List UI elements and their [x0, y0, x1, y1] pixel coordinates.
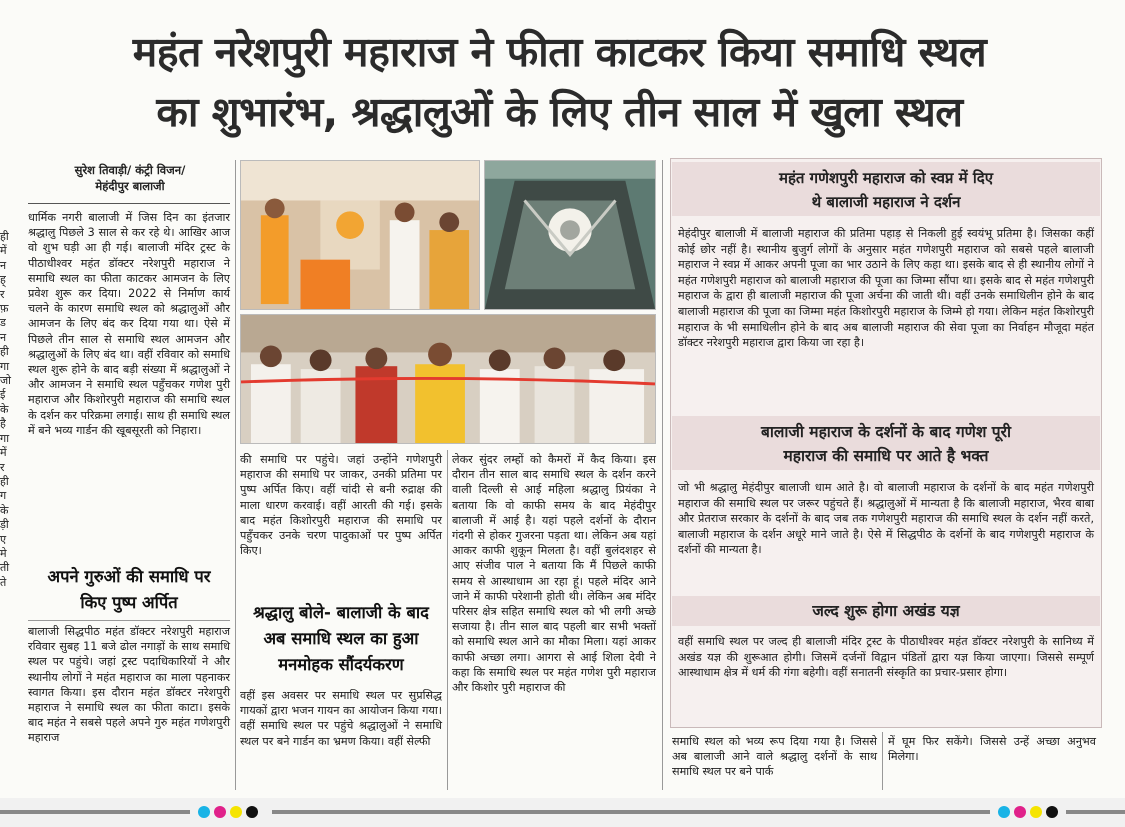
edge-strip-fragment: ही — [0, 474, 9, 488]
info-box-paragraph-1 — [678, 226, 1094, 351]
black-dot-icon — [1046, 806, 1058, 818]
edge-strip-fragment: ही — [0, 345, 9, 359]
col4-bottom-text: समाधि स्थल को भव्य रूप दिया गया है। जिससे अब बालाजी आने वाले श्रद्धालु दर्शनों के साथ समाधि स्थल पर बने पार्क — [672, 735, 877, 779]
edge-strip-fragment: ई — [0, 388, 6, 402]
cyan-dot-icon — [198, 806, 210, 818]
column-3-paragraph-1 — [452, 452, 656, 695]
edge-strip-neighbour-column — [0, 230, 22, 780]
column-5-bottom — [888, 734, 1096, 764]
column-divider-3 — [662, 160, 663, 790]
column-2-subhead — [240, 600, 442, 678]
byline-line-2: मेहंदीपुर बालाजी — [95, 179, 165, 193]
edge-strip-fragment: फ़ — [0, 302, 9, 316]
info-box-para2-text: जो भी श्रद्धालु मेहंदीपुर बालाजी धाम आते है। वो बालाजी महाराज के दर्शनों के बाद महंत गणेशपुरी महाराज की समाधि स्थल पर जरूर पहुंचते हैं। श्रद्धालुओं में मान्यता है कि बालाजी महाराज, भैरव बाबा और प्रेतराज सरकार के दर्शनों के बाद जब तक गणेशपुरी महाराज की समाधि स्थल के दर्शन नहीं करते, बालाजी महाराज के दर्शन अधूरे माने जाते है। ऐसे में सिद्धपीठ के दर्शनों के बाद गणेशपुरी महाराज के दर्शनों की मान्यता है। — [678, 481, 1094, 557]
edge-strip-fragment: है — [0, 417, 6, 431]
col2-para1-text: की समाधि पर पहुंचे। जहां उन्होंने गणेशपुरी महाराज की समाधि पर जाकर, उनकी प्रतिमा पर पुष्प अर्पित किए। वहीं चांदी से बनी रुद्राक्ष की माला धारण करवाई। वहीं आरती की गई। इसके बाद महंत किशोरपुरी महाराज की समाधि पर पहुँचकर उनके चरण पादुकाओं पर पुष्प अर्पित किए। — [240, 453, 442, 558]
col1-para1-text: धार्मिक नगरी बालाजी में जिस दिन का इंतजार श्रद्धालु पिछले 3 साल से कर रहे थे। आखिर आज वो शुभ घड़ी आ ही गई। बालाजी मंदिर ट्रस्ट के पीठाधीश्वर महंत डॉक्टर नरेशपुरी महाराज ने समाधि स्थल का फीता काटकर आमजन के लिए प्रवेश शुरू कर दिया। 2022 से निर्माण कार्य चलने के कारण समाधि स्थल को श्रद्धालुओं और आमजन के लिए बंद कर दिया गया था। ऐसे में पिछले तीन साल से समाधि स्थल आमजन और श्रद्धालुओं के लिए बंद था। वहीं रविवार को समाधि स्थल शुरू होने के बाद बड़ी संख्या में श्रद्धालुओं ने और आमजन ने समाधि स्थल पहुँचकर गणेश पुरी महाराज और किशोरपुरी महाराज की समाधि स्थल के दर्शन कर परिक्रमा लगाई। साथ ही समाधि स्थल में बने भव्य गार्डन की खूबसूरती को निहारा। — [28, 211, 230, 437]
edge-strip-fragment: में — [0, 244, 7, 258]
info-box-heading-1-line-1: महंत गणेशपुरी महाराज को स्वप्न में दिए — [778, 169, 994, 187]
byline-rule — [28, 203, 230, 204]
col1-subhead-line-1: अपने गुरुओं की समाधि पर — [47, 567, 211, 586]
black-dot-icon — [246, 806, 258, 818]
col2-para2-text: वहीं इस अवसर पर समाधि स्थल पर सुप्रसिद्ध गायकों द्वारा भजन गायन का आयोजन किया गया। वहीं समाधि स्थल पर पहुंचे श्रद्धालुओं ने समाधि स्थल पर बने गार्डन का भ्रमण किया। वहीं सेल्फी — [240, 689, 442, 748]
info-box-paragraph-3 — [678, 634, 1094, 681]
edge-strip-fragment: ते — [0, 575, 7, 589]
ribbon-cutting-photo-icon — [240, 314, 656, 444]
edge-strip-fragment: ह् — [0, 273, 6, 287]
col2-subhead-line-2: अब समाधि स्थल का हुआ — [263, 629, 419, 648]
col2-subhead-line-3: मनमोहक सौंदर्यकरण — [278, 655, 404, 674]
column-divider-4 — [882, 732, 883, 790]
column-2-paragraph-1 — [240, 452, 442, 558]
edge-strip-fragment: के — [0, 402, 9, 416]
info-box-heading-2 — [672, 416, 1100, 470]
cyan-dot-icon — [998, 806, 1010, 818]
col2-subhead-line-1: श्रद्धालु बोले- बालाजी के बाद — [253, 603, 429, 622]
print-margin-line-right — [1066, 810, 1125, 814]
info-box-heading-2-line-2: महाराज की समाधि पर आते है भक्त — [783, 447, 989, 465]
edge-strip-fragment: न — [0, 258, 7, 272]
magenta-dot-icon — [214, 806, 226, 818]
registration-dots-right — [998, 806, 1058, 818]
edge-strip-fragment: जो — [0, 374, 12, 388]
col1-para2-text: बालाजी सिद्धपीठ महंत डॉक्टर नरेशपुरी महाराज रविवार सुबह 11 बजे ढोल नगाड़ों के साथ समाधि स्थल पर पहुंचे। जहां ट्रस्ट पदाधिकारियों ने और स्थानीय लोगों ने महंत महाराज का माला पहनाकर स्वागत किया। इस दौरान महंत डॉक्टर नरेशपुरी महाराज ने समाधि स्थल का फीता काटा। इसके बाद महंत ने सबसे पहले अपने गुरु महंत गणेशपुरी महाराज — [28, 625, 230, 745]
info-box-heading-3 — [672, 596, 1100, 626]
yellow-dot-icon — [1030, 806, 1042, 818]
col1-rule — [28, 620, 230, 621]
print-margin-line-middle — [272, 810, 990, 814]
info-box-para3-text: वहीं समाधि स्थल पर जल्द ही बालाजी मंदिर ट्रस्ट के पीठाधीश्वर महंत डॉक्टर नरेशपुरी के सानिध्य में अखंड यज्ञ की शुरूआत होगी। जिसमें दर्जनों विद्वान पंडितों द्वारा यज्ञ किया जाएगा। जिससे सम्पूर्ण आस्थाधाम क्षेत्र में धर्म की गंगा बहेगी। वहीं सनातनी संस्कृति का प्रचार-प्रसार होगा। — [678, 635, 1094, 680]
column-divider-1 — [235, 160, 236, 790]
byline — [30, 162, 230, 194]
edge-strip-fragment: ए — [0, 532, 7, 546]
print-margin-line-left — [0, 810, 190, 814]
info-box-para1-text: मेहंदीपुर बालाजी में बालाजी महाराज की प्रतिमा पहाड़ से निकली हुई स्वयंभू प्रतिमा है। जिसका कहीं कोई छोर नहीं है। स्थानीय बुजुर्ग लोगों के अनुसार महंत गणेशपुरी महाराज को सबसे पहले बालाजी महाराज ने स्वप्न में आकर अपनी पूजा का भार उठाने के लिए कहा था। इसके बाद से ही स्थानीय लोगों ने महंत गणेशपुरी महाराज को बालाजी महाराज की पूजा का जिम्मा सौंपा था। इसके बाद से महंत गणेशपुरी महाराज के द्वारा ही बालाजी महाराज की पूजा अर्चना की जाती थी। वहीं उनके समाधिलीन होने के बाद बालाजी महाराज की पूजा का जिम्मा महंत किशोरपुरी महाराज के जिम्मे हो गया। लेकिन महंत किशोरपुरी महाराज के भी समाधिलीन होने के बाद अब बालाजी महाराज की सेवा पूजा का निर्वाहन मौजूदा महंत डॉक्टर नरेशपुरी महाराज द्वारा किया जा रहा है। — [678, 227, 1094, 350]
info-box-heading-1 — [672, 162, 1100, 216]
edge-strip-fragment: र — [0, 460, 5, 474]
edge-strip-fragment: र — [0, 287, 5, 301]
column-1-paragraph-1 — [28, 210, 230, 438]
column-divider-2 — [447, 450, 448, 790]
dome-photo-icon — [484, 160, 656, 310]
headline — [22, 22, 1097, 142]
edge-strip-fragment: ग — [0, 489, 7, 503]
col5-bottom-text: में घूम फिर सकेंगे। जिससे उन्हें अच्छा अनुभव मिलेगा। — [888, 735, 1096, 764]
column-4-bottom — [672, 734, 877, 780]
yellow-dot-icon — [230, 806, 242, 818]
edge-strip-fragment: ती — [0, 561, 10, 575]
col3-para1-text: लेकर सुंदर लम्हों को कैमरों में कैद किया। इस दौरान तीन साल बाद समाधि स्थल के दर्शन करने वाली दिल्ली से आई महिला श्रद्धालु प्रियंका ने बताया कि वो काफी समय के बाद मेहंदीपुर बालाजी में आई है। यहां पहले दर्शनों के दौरान गंदगी से होकर गुजरना पड़ता था। लेकिन अब यहां आकर काफी शुकून मिलता है। वहीं बुलंदशहर से आए संजीव पाल ने बताया कि मैं पिछले काफी समय से आस्थाधाम आ रहा हूं। पहले मंदिर आने जाने में काफी परेशानी होती थी। लेकिन अब मंदिर परिसर क्षेत्र सहित समाधि स्थल को भी लगी अच्छे सजाया है। तीन साल बाद पहली बार सभी भक्तों को समाधि स्थल आने का मौका मिला। यहां आकर काफी अच्छा लगा। आगरा से आई शिला देवी ने कहा कि समाधि स्थल पर महंत गणेश पुरी महाराज और किशोर पुरी महाराज की — [452, 453, 656, 695]
column-1-subhead — [28, 564, 230, 616]
column-2-paragraph-2 — [240, 688, 442, 749]
edge-strip-fragment: के — [0, 503, 9, 517]
registration-dots-left — [198, 806, 258, 818]
info-box-paragraph-2 — [678, 480, 1094, 558]
edge-strip-fragment: मे — [0, 546, 7, 560]
info-box-heading-1-line-2: थे बालाजी महाराज ने दर्शन — [811, 193, 961, 211]
info-box-heading-2-line-1: बालाजी महाराज के दर्शनों के बाद गणेश पूरी — [761, 423, 1011, 441]
byline-line-1: सुरेश तिवाड़ी/ कंट्री विजन/ — [74, 163, 186, 177]
magenta-dot-icon — [1014, 806, 1026, 818]
headline-line-2: का शुभारंभ, श्रद्धालुओं के लिए तीन साल में खुला स्थल — [156, 88, 963, 136]
edge-strip-fragment: न — [0, 330, 7, 344]
ceremony-photo-icon — [240, 160, 480, 310]
edge-strip-fragment: ड़ी — [0, 518, 9, 532]
col1-subhead-line-2: किए पुष्प अर्पित — [80, 593, 178, 612]
edge-strip-fragment: ड — [0, 316, 6, 330]
edge-strip-fragment: ही — [0, 230, 9, 243]
headline-line-1: महंत नरेशपुरी महाराज ने फीता काटकर किया समाधि स्थल — [132, 28, 987, 76]
edge-strip-fragment: में — [0, 446, 7, 460]
column-1-paragraph-2 — [28, 624, 230, 746]
edge-strip-fragment: गा — [0, 431, 10, 445]
info-box-heading-3-text: जल्द शुरू होगा अखंड यज्ञ — [812, 602, 960, 620]
edge-strip-fragment: गा — [0, 359, 10, 373]
